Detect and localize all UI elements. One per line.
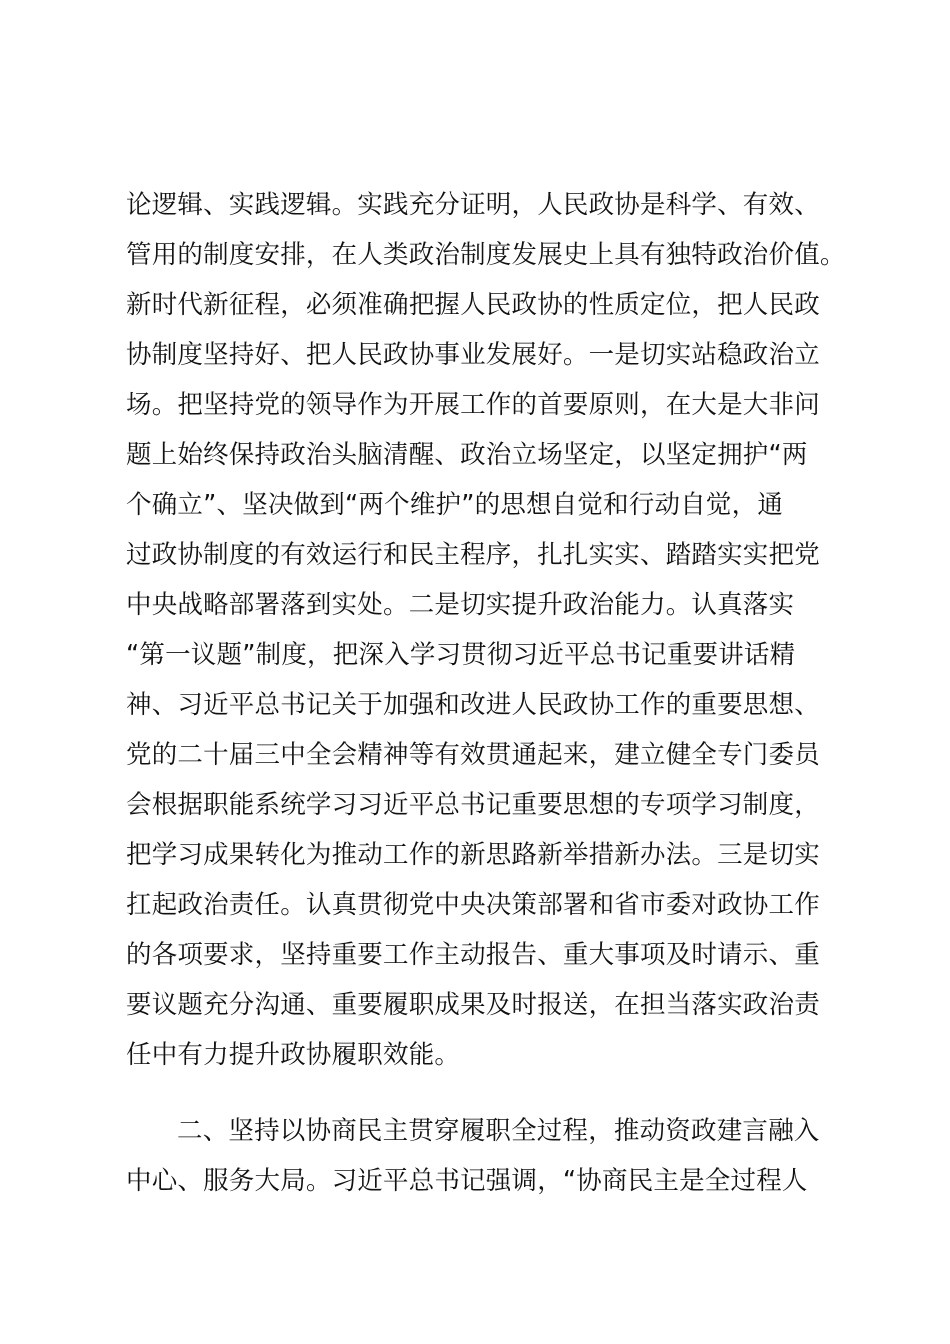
text-line-18: 任中有力提升政协履职效能。 [126,1040,461,1070]
text-line-17: 要议题充分沟通、重要履职成果及时报送，在担当落实政治责 [126,990,820,1020]
text-line-14: 把学习成果转化为推动工作的新思路新举措新办法。三是切实 [126,840,820,870]
text-line-1: 论逻辑、实践逻辑。实践充分证明，人民政协是科学、有效、 [126,190,820,220]
text-line-16: 的各项要求，坚持重要工作主动报告、重大事项及时请示、重 [126,940,820,970]
text-line-11: 神、习近平总书记关于加强和改进人民政协工作的重要思想、 [126,690,820,720]
text-line-4: 协制度坚持好、把人民政协事业发展好。一是切实站稳政治立 [126,340,820,370]
text-line-2: 管用的制度安排，在人类政治制度发展史上具有独特政治价值。 [126,240,846,270]
section-heading-line: 二、坚持以协商民主贯穿履职全过程，推动资政建言融入 [177,1116,820,1146]
text-line-6: 题上始终保持政治头脑清醒、政治立场坚定，以坚定拥护“两 [126,440,808,470]
text-line-9: 中央战略部署落到实处。二是切实提升政治能力。认真落实 [126,590,795,620]
text-line-10: “第一议题”制度，把深入学习贯彻习近平总书记重要讲话精 [126,640,796,670]
body-text [126,180,846,1206]
text-line-13: 会根据职能系统学习习近平总书记重要思想的专项学习制度， [126,790,820,820]
text-line-20: 中心、服务大局。习近平总书记强调，“协商民主是全过程人 [126,1166,808,1196]
text-line-3: 新时代新征程，必须准确把握人民政协的性质定位，把人民政 [126,290,820,320]
paragraph-gap [126,1080,846,1106]
text-line-5: 场。把坚持党的领导作为开展工作的首要原则，在大是大非问 [126,390,820,420]
text-line-8: 过政协制度的有效运行和民主程序，扎扎实实、踏踏实实把党 [126,540,820,570]
text-line-12: 党的二十届三中全会精神等有效贯通起来，建立健全专门委员 [126,740,820,770]
text-line-15: 扛起政治责任。认真贯彻党中央决策部署和省市委对政协工作 [126,890,820,920]
text-line-7: 个确立”、坚决做到“两个维护”的思想自觉和行动自觉，通 [126,490,784,520]
